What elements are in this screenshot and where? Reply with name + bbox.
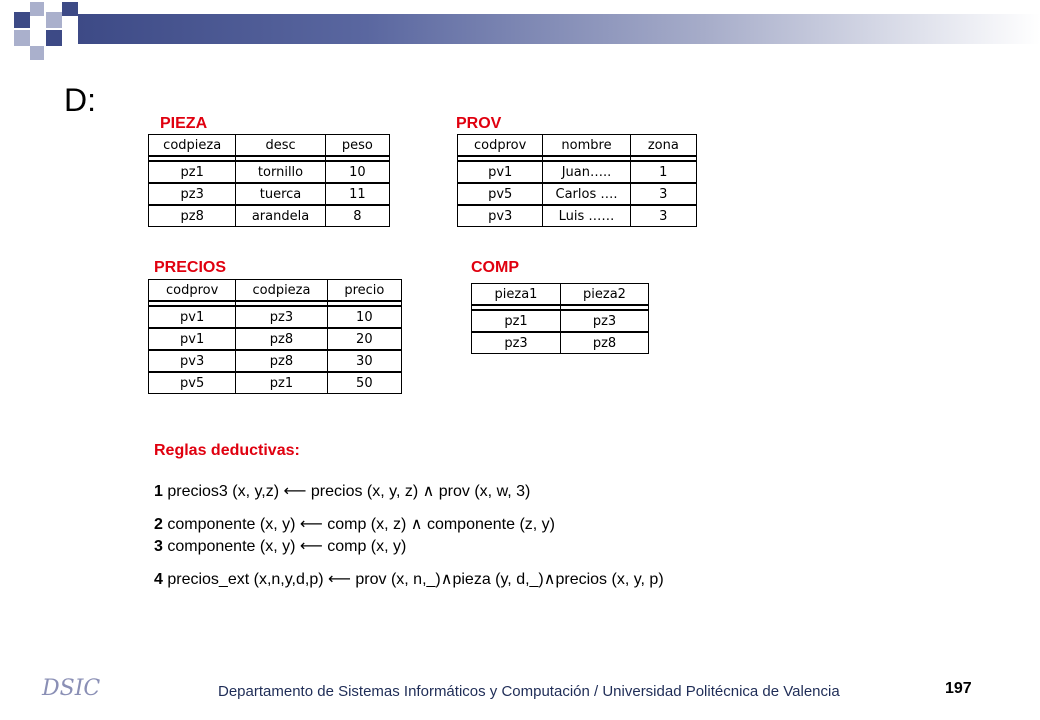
table-name-comp: COMP bbox=[471, 259, 519, 276]
table-cell: 10 bbox=[328, 306, 401, 328]
dsic-logo: DSIC bbox=[42, 676, 101, 701]
table-header-row bbox=[149, 279, 401, 301]
rule-line bbox=[154, 514, 664, 536]
column-header: nombre bbox=[543, 134, 630, 156]
table-cell: 30 bbox=[328, 350, 401, 372]
table-cell: pz1 bbox=[472, 310, 561, 332]
rule-number: 3 bbox=[154, 538, 163, 555]
table-cell: pz8 bbox=[561, 332, 648, 354]
table-cell: pv5 bbox=[458, 183, 543, 205]
table-cell: tuerca bbox=[236, 183, 325, 205]
table-cell: 8 bbox=[326, 205, 389, 227]
table-precios bbox=[148, 279, 402, 394]
table-cell: pv3 bbox=[458, 205, 543, 227]
header-square bbox=[62, 2, 78, 16]
table-cell: 20 bbox=[328, 328, 401, 350]
table-cell: arandela bbox=[236, 205, 325, 227]
table-row bbox=[149, 350, 401, 372]
column-header: codprov bbox=[149, 279, 236, 301]
table-row bbox=[149, 161, 389, 183]
column-header: codprov bbox=[458, 134, 543, 156]
column-header: zona bbox=[631, 134, 696, 156]
header-square bbox=[14, 30, 30, 46]
table-prov bbox=[457, 134, 697, 227]
column-header: pieza1 bbox=[472, 283, 561, 305]
table-pieza bbox=[148, 134, 390, 227]
column-header: precio bbox=[328, 279, 401, 301]
slide-title: D: bbox=[64, 82, 96, 118]
table-row bbox=[149, 372, 401, 394]
rule-number: 1 bbox=[154, 483, 163, 500]
table-row bbox=[472, 310, 648, 332]
rule-line bbox=[154, 536, 664, 558]
table-cell: pz8 bbox=[236, 350, 327, 372]
table-cell: 11 bbox=[326, 183, 389, 205]
table-cell: 3 bbox=[631, 205, 696, 227]
rule-text: precios3 (x, y,z) ⟵ precios (x, y, z) ∧ prov (x, w, 3) bbox=[162, 483, 531, 500]
table-header-row bbox=[472, 283, 648, 305]
rule-number: 2 bbox=[154, 516, 163, 533]
table-cell: pv3 bbox=[149, 350, 236, 372]
table-cell: 1 bbox=[631, 161, 696, 183]
rule-text: componente (x, y) ⟵ comp (x, y) bbox=[162, 538, 407, 555]
column-header: codpieza bbox=[149, 134, 236, 156]
table-cell: 50 bbox=[328, 372, 401, 394]
table-cell: pz3 bbox=[149, 183, 236, 205]
table-row bbox=[149, 328, 401, 350]
header-square bbox=[30, 46, 44, 60]
rule-text: componente (x, y) ⟵ comp (x, z) ∧ componente (z, y) bbox=[162, 516, 556, 533]
table-comp bbox=[471, 283, 649, 354]
table-cell: Juan….. bbox=[543, 161, 630, 183]
table-header-row bbox=[458, 134, 696, 156]
table-cell: pz8 bbox=[236, 328, 327, 350]
header-square bbox=[14, 12, 30, 28]
rule-text: precios_ext (x,n,y,d,p) ⟵ prov (x, n,_)∧pieza (y, d,_)∧precios (x, y, p) bbox=[162, 571, 664, 588]
table-cell: pv1 bbox=[149, 328, 236, 350]
table-cell: 10 bbox=[326, 161, 389, 183]
rule-line bbox=[154, 481, 664, 503]
table-name-pieza: PIEZA bbox=[160, 115, 208, 132]
column-header: desc bbox=[236, 134, 325, 156]
table-row bbox=[149, 306, 401, 328]
table-cell: pz8 bbox=[149, 205, 236, 227]
table-cell: pv1 bbox=[458, 161, 543, 183]
table-cell: pz1 bbox=[236, 372, 327, 394]
rules-block bbox=[154, 440, 664, 591]
table-row bbox=[458, 205, 696, 227]
table-cell: tornillo bbox=[236, 161, 325, 183]
table-cell: pz3 bbox=[472, 332, 561, 354]
table-cell: pz3 bbox=[561, 310, 648, 332]
footer-text: Departamento de Sistemas Informáticos y Computación / Universidad Politécnica de Valencia bbox=[218, 683, 840, 700]
table-name-precios: PRECIOS bbox=[154, 259, 227, 276]
table-cell: pz1 bbox=[149, 161, 236, 183]
table-cell: Carlos …. bbox=[543, 183, 630, 205]
table-cell: 3 bbox=[631, 183, 696, 205]
table-cell: pv5 bbox=[149, 372, 236, 394]
table-cell: pv1 bbox=[149, 306, 236, 328]
rule-line bbox=[154, 569, 664, 591]
rules-heading: Reglas deductivas: bbox=[154, 442, 300, 459]
page-number: 197 bbox=[945, 680, 972, 697]
table-row bbox=[458, 183, 696, 205]
column-header: peso bbox=[326, 134, 389, 156]
header-square bbox=[46, 30, 62, 46]
table-cell: pz3 bbox=[236, 306, 327, 328]
column-header: pieza2 bbox=[561, 283, 648, 305]
column-header: codpieza bbox=[236, 279, 327, 301]
rule-number: 4 bbox=[154, 571, 163, 588]
table-header-row bbox=[149, 134, 389, 156]
table-row bbox=[149, 183, 389, 205]
table-row bbox=[149, 205, 389, 227]
header-square bbox=[46, 12, 62, 28]
table-row bbox=[458, 161, 696, 183]
header-square bbox=[30, 2, 44, 16]
table-name-prov: PROV bbox=[456, 115, 502, 132]
header-gradient-bar bbox=[78, 14, 1040, 44]
table-row bbox=[472, 332, 648, 354]
table-cell: Luis …… bbox=[543, 205, 630, 227]
